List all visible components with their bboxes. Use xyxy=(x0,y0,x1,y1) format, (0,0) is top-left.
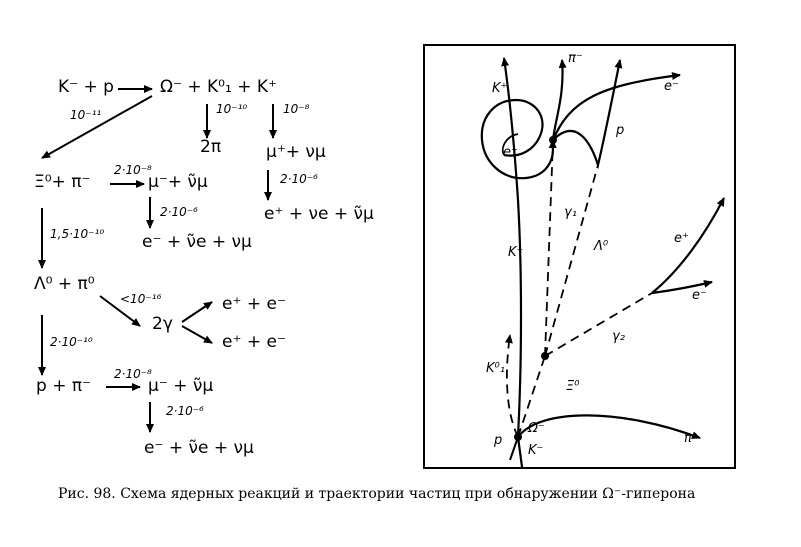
label-p-top: p xyxy=(616,123,625,138)
figure-caption: Рис. 98. Схема ядерных реакций и траектории частиц при обнаружении Ω⁻-гиперона xyxy=(58,486,696,502)
neutral-tracks xyxy=(507,140,652,437)
mu1-rate: 2·10⁻⁶ xyxy=(160,205,198,219)
label-e-plus-spiral: e⁺ xyxy=(503,145,518,160)
track-pi-minus-top xyxy=(553,60,563,140)
pi1-rate: 2·10⁻⁸ xyxy=(114,163,152,177)
arrow-gamma-bottom xyxy=(182,326,212,343)
reaction2: Ξ⁰+ π⁻ xyxy=(34,172,91,192)
mu1-product: e⁻ + ν̃e + νμ xyxy=(142,232,252,252)
vertex-gamma1 xyxy=(549,136,557,144)
label-k-plus-top: K⁺ xyxy=(492,81,508,96)
vertex-production xyxy=(514,433,522,441)
reaction4: p + π⁻ xyxy=(36,376,92,396)
label-gamma2: γ₂ xyxy=(612,329,625,344)
vertex-xi-decay xyxy=(541,352,549,360)
track-pi-minus-bottom xyxy=(518,415,700,438)
track-e-plus-spiral xyxy=(482,100,553,178)
label-gamma1: γ₁ xyxy=(564,205,577,220)
label-k-plus-mid: K⁺ xyxy=(508,245,524,260)
kplus-product: μ⁺+ νμ xyxy=(266,142,326,162)
pi2-rate: 2·10⁻⁸ xyxy=(114,367,152,381)
pi0-product: 2γ xyxy=(152,314,173,334)
xi-rate: 1,5·10⁻¹⁰ xyxy=(50,227,105,241)
lambda-rate: 2·10⁻¹⁰ xyxy=(50,335,93,349)
label-pi-minus-bottom: π⁻ xyxy=(684,431,699,446)
mu2-rate: 2·10⁻⁶ xyxy=(166,404,204,418)
track-gamma1 xyxy=(545,140,553,356)
track-gamma2 xyxy=(545,293,652,356)
reaction3: Λ⁰ + π⁰ xyxy=(34,274,95,294)
label-e-minus-right: e⁻ xyxy=(692,288,707,303)
label-e-plus-right: e⁺ xyxy=(674,231,689,246)
k10-product: 2π xyxy=(200,137,222,157)
track-k-minus xyxy=(518,437,522,467)
track-k10 xyxy=(507,335,518,437)
label-xi0: Ξ⁰ xyxy=(566,379,580,394)
label-omega-minus: Ω⁻ xyxy=(528,421,545,436)
reaction1-rate: 10⁻¹¹ xyxy=(70,108,102,122)
mu2-product: e⁻ + ν̃e + νμ xyxy=(144,438,254,458)
label-k10: K⁰₁ xyxy=(486,361,505,376)
gamma-product-bottom: e⁺ + e⁻ xyxy=(222,332,286,352)
label-p-bottom: p xyxy=(494,433,503,448)
track-lambda0 xyxy=(545,165,598,356)
label-lambda0: Λ⁰ xyxy=(594,239,609,254)
arrow-gamma-top xyxy=(182,302,212,322)
pi1-product: μ⁻+ ν̃μ xyxy=(148,172,208,192)
arrow-omega-decay xyxy=(42,96,152,158)
pi2-product: μ⁻ + ν̃μ xyxy=(148,376,214,396)
k10-rate: 10⁻¹⁰ xyxy=(216,102,248,116)
label-pi-minus-top: π⁻ xyxy=(568,51,583,66)
gamma-product-top: e⁺ + e⁻ xyxy=(222,294,286,314)
pi0-rate: <10⁻¹⁶ xyxy=(120,292,162,306)
muplus-rate: 2·10⁻⁶ xyxy=(280,172,318,186)
kplus-rate: 10⁻⁸ xyxy=(283,102,310,116)
reaction1-left: K⁻ + p xyxy=(58,77,114,97)
label-e-minus-top: e⁻ xyxy=(664,79,679,94)
reaction1-right: Ω⁻ + K⁰₁ + K⁺ xyxy=(160,77,277,97)
particle-tracks xyxy=(482,58,724,467)
label-k-minus: K⁻ xyxy=(528,443,544,458)
muplus-product: e⁺ + νe + ν̃μ xyxy=(264,204,374,224)
